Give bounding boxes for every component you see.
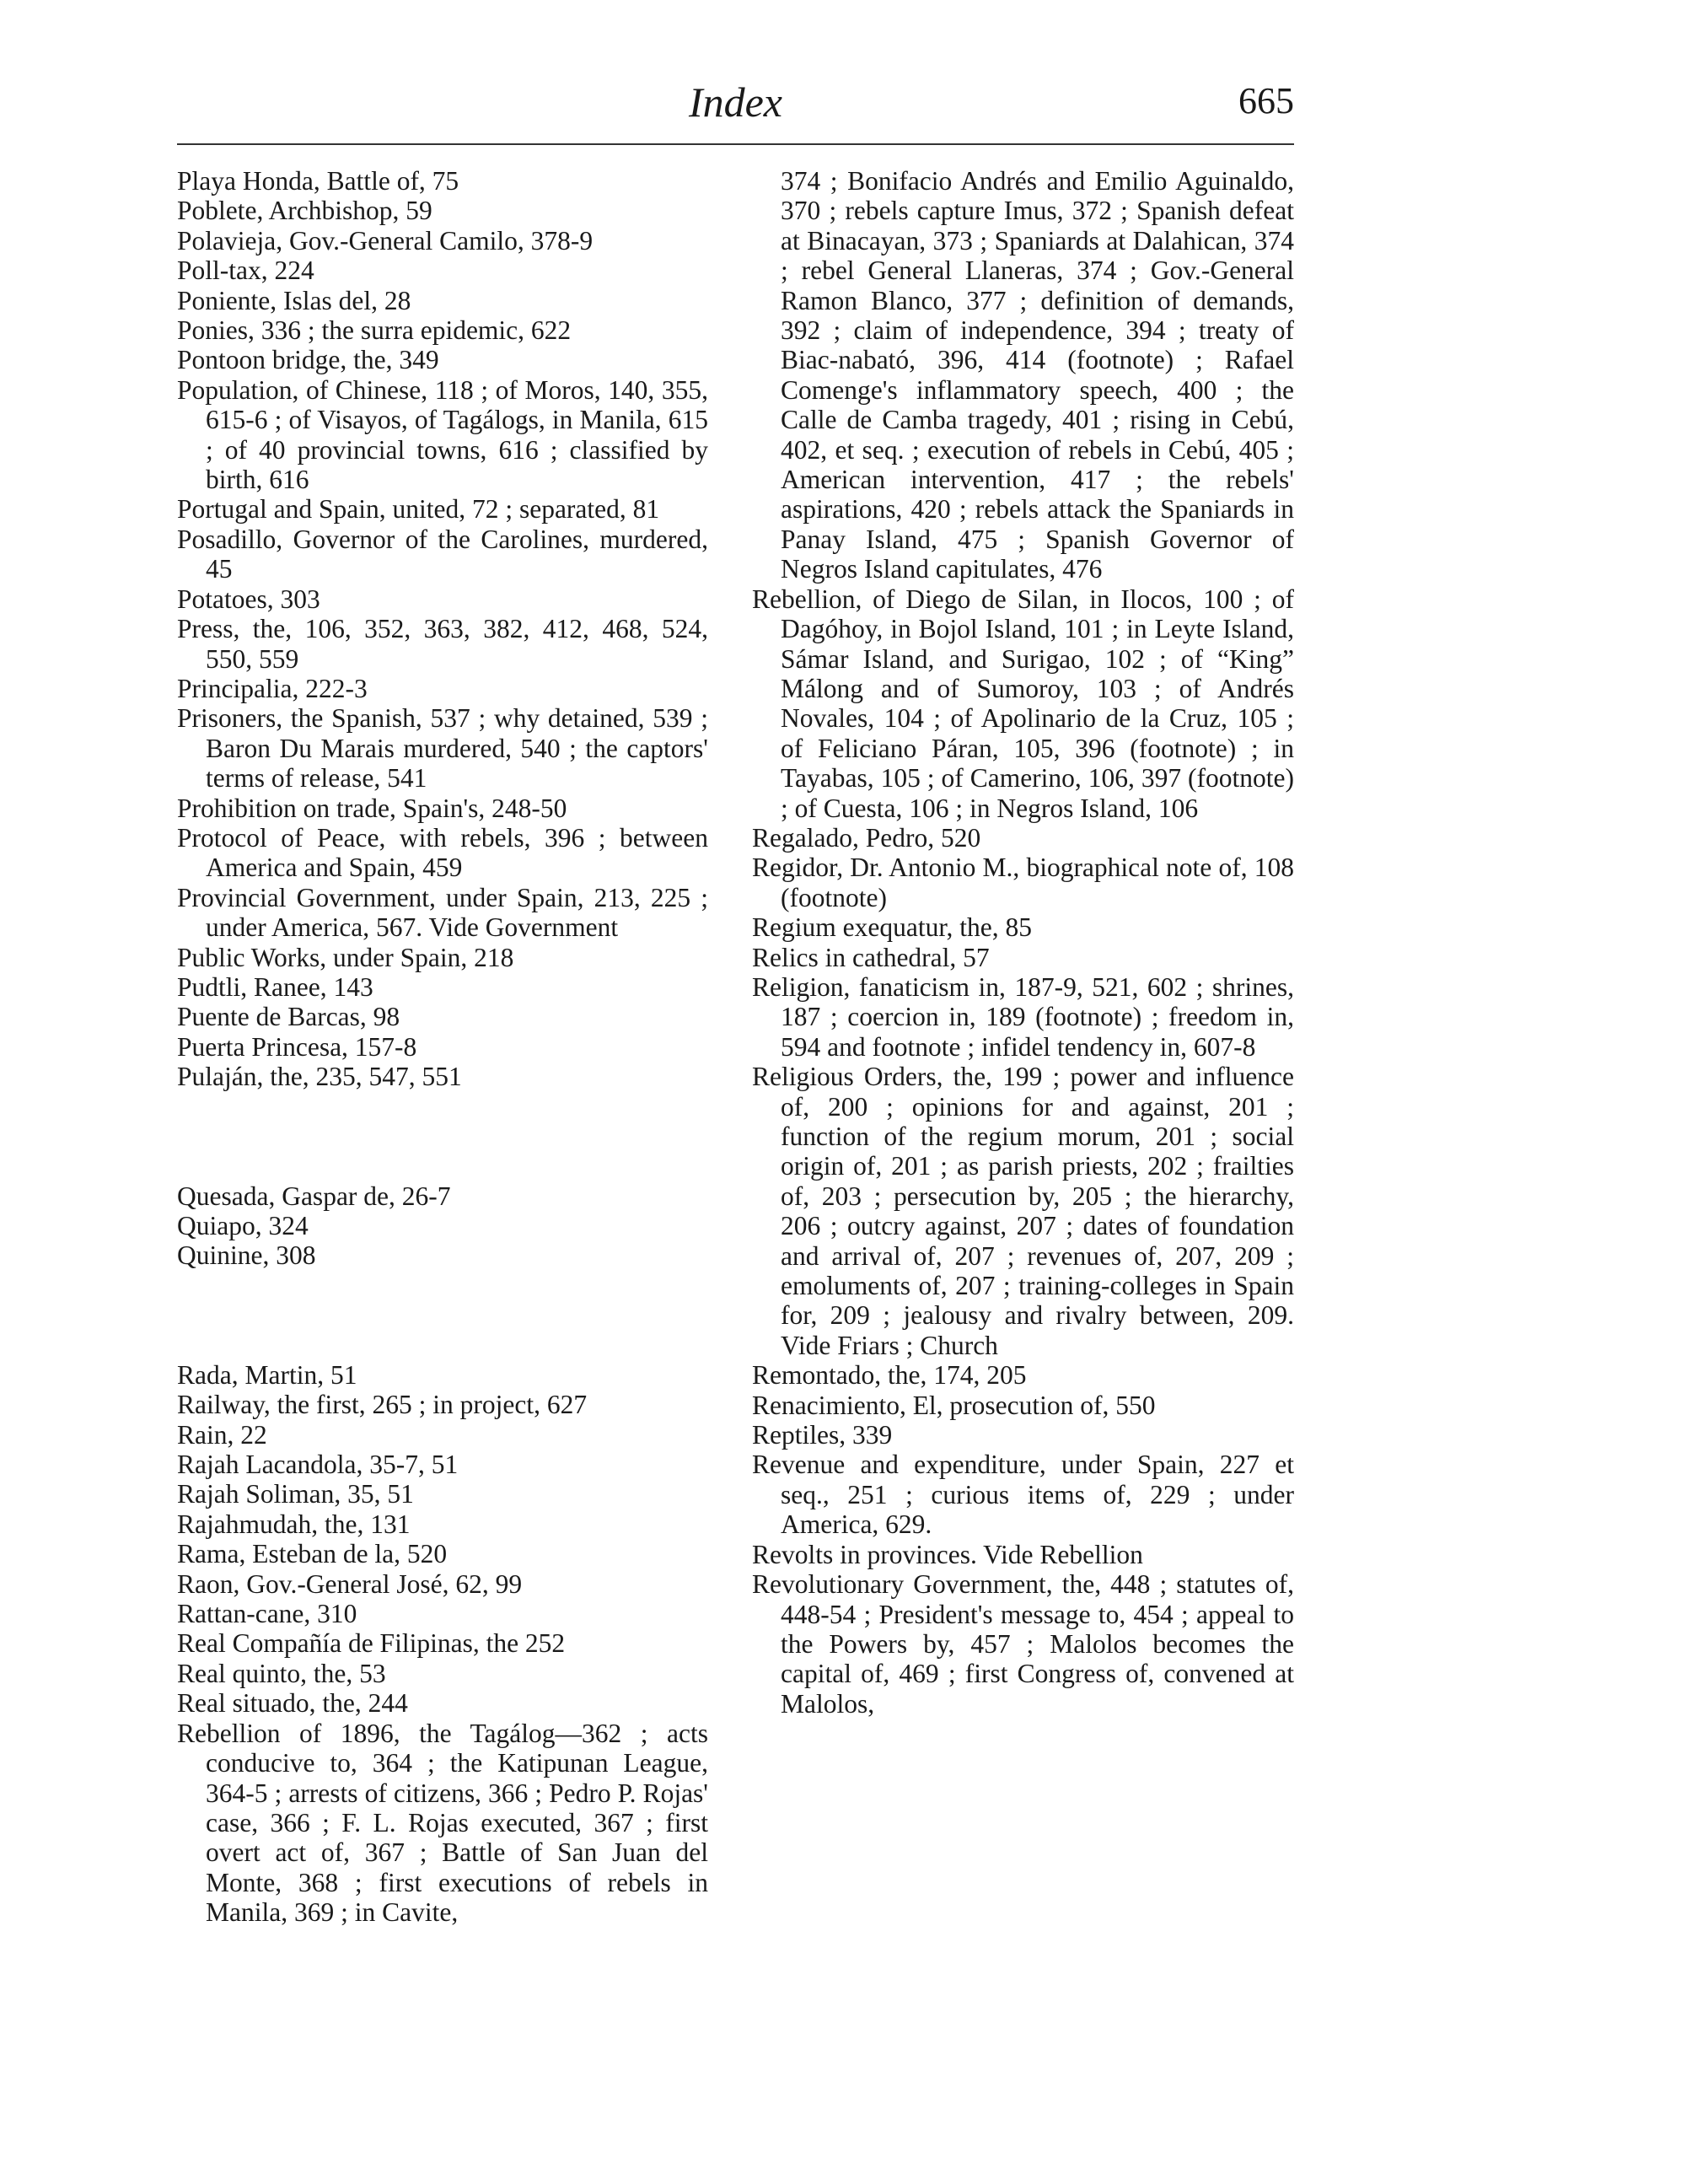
index-entry: Regidor, Dr. Antonio M., biographical note of, 108 (footnote) [752,853,1294,912]
index-entry: Portugal and Spain, united, 72 ; separated, 81 [177,494,660,525]
index-entry: Quinine, 308 [177,1240,316,1271]
index-entry: Potatoes, 303 [177,584,320,614]
index-entry: Rajahmudah, the, 131 [177,1509,411,1539]
index-entry: Rain, 22 [177,1419,267,1450]
index-entry: Puerta Princesa, 157-8 [177,1031,417,1062]
index-entry: Rajah Soliman, 35, 51 [177,1479,414,1509]
index-column-left [177,166,708,1928]
running-header [177,78,1294,137]
index-entry: Population, of Chinese, 118 ; of Moros, 140, 355, 615-6 ; of Visayos, of Tagálogs, in Manila, 615 ; of 40 provincial towns, 616 ; classified by birth, 616 [177,374,708,495]
index-entry: Revolutionary Government, the, 448 ; statutes of, 448-54 ; President's message to, 454 ; appeal to the Powers by, 457 ; Malolos becomes the capital of, 469 ; first Congress of, convened at Malolos, [752,1569,1294,1719]
index-entry: Regium exequatur, the, 85 [752,912,1033,943]
index-entry: Pudtli, Ranee, 143 [177,971,373,1002]
index-column-right [752,166,1294,1719]
header-rule [177,143,1294,145]
index-entry: Regalado, Pedro, 520 [752,822,981,853]
index-entry: Rajah Lacandola, 35-7, 51 [177,1450,459,1480]
index-entry-continuation: 374 ; Bonifacio Andrés and Emilio Aguinaldo, 370 ; rebels capture Imus, 372 ; Spanish defeat at Binacayan, 373 ; Spaniards at Dalahican, 374 ; rebel General Llaneras, 374 ; Gov.-General Ramon Blanco, 377 ; definition of demands, 392 ; claim of independence, 394 ; treaty of Biac-nabató, 396, 414 (footnote) ; Rafael Comenge's inflammatory speech, 400 ; the Calle de Camba tragedy, 401 ; rising in Cebú, 402, et seq. ; execution of rebels in Cebú, 405 ; American intervention, 417 ; the rebels' aspirations, 420 ; rebels attack the Spaniards in Panay Island, 475 ; Spanish Governor of Negros Island capitulates, 476 [781,166,1294,584]
index-entry: Rattan-cane, 310 [177,1599,357,1629]
index-entry: Rada, Martin, 51 [177,1359,357,1390]
index-entry: Real situado, the, 244 [177,1688,408,1719]
index-entry: Prohibition on trade, Spain's, 248-50 [177,793,567,823]
letter-gap [177,1271,708,1360]
index-entry: Religion, fanaticism in, 187-9, 521, 602 ; shrines, 187 ; coercion in, 189 (footnote) ; freedom in, 594 and footnote ; infidel tendency in, 607-8 [752,971,1294,1062]
index-entry: Poll-tax, 224 [177,256,314,286]
index-entry: Protocol of Peace, with rebels, 396 ; between America and Spain, 459 [177,822,708,883]
index-entry: Poblete, Archbishop, 59 [177,196,432,226]
index-entry: Religious Orders, the, 199 ; power and influence of, 200 ; opinions for and against, 201 ; function of the regium morum, 201 ; social origin of, 201 ; as parish priests, 202 ; frailties of, 203 ; persecution by, 205 ; the hierarchy, 206 ; outcry against, 207 ; dates of foundation and arrival of, 207 ; revenues of, 207, 209 ; emoluments of, 207 ; training-colleges in Spain for, 209 ; jealousy and rivalry between, 209. Vide Friars ; Church [752,1062,1294,1360]
index-entry: Ponies, 336 ; the surra epidemic, 622 [177,315,572,346]
index-entry: Quesada, Gaspar de, 26-7 [177,1181,451,1211]
index-entry: Public Works, under Spain, 218 [177,942,514,972]
index-entry: Revolts in provinces. Vide Rebellion [752,1539,1143,1569]
index-entry: Reptiles, 339 [752,1420,893,1450]
letter-gap [177,1092,708,1181]
page-number: 665 [1238,80,1294,121]
index-entry: Provincial Government, under Spain, 213, 225 ; under America, 567. Vide Government [177,882,708,943]
index-entry: Puente de Barcas, 98 [177,1002,400,1032]
index-entry: Raon, Gov.-General José, 62, 99 [177,1568,523,1599]
index-entry: Renacimiento, El, prosecution of, 550 [752,1390,1156,1420]
index-entry: Principalia, 222-3 [177,673,368,703]
index-entry: Relics in cathedral, 57 [752,942,990,972]
index-entry: Poniente, Islas del, 28 [177,285,411,315]
index-entry: Quiapo, 324 [177,1211,309,1240]
index-entry: Polavieja, Gov.-General Camilo, 378-9 [177,225,594,256]
index-entry: Rama, Esteban de la, 520 [177,1539,448,1569]
index-entry: Posadillo, Governor of the Carolines, murdered, 45 [177,524,708,584]
index-entry: Real Compañía de Filipinas, the 252 [177,1628,566,1659]
index-entry: Rebellion of 1896, the Tagálog—362 ; acts conducive to, 364 ; the Katipunan League, 364-5 ; arrests of citizens, 366 ; Pedro P. Rojas' case, 366 ; F. L. Rojas executed, 367 ; first overt act of, 367 ; Battle of San Juan del Monte, 368 ; first executions of rebels in Manila, 369 ; in Cavite, [177,1718,708,1928]
header-title: Index [688,78,783,126]
index-entry: Railway, the first, 265 ; in project, 627 [177,1390,588,1420]
index-entry: Pontoon bridge, the, 349 [177,345,439,375]
index-entry: Playa Honda, Battle of, 75 [177,166,459,196]
index-entry: Rebellion, of Diego de Silan, in Ilocos, 100 ; of Dagóhoy, in Bojol Island, 101 ; in Leyte Island, Sámar Island, and Surigao, 102 ; of “King” Málong and of Sumoroy, 103 ; of Andrés Novales, 104 ; of Apolinario de la Cruz, 105 ; of Feliciano Páran, 105, 396 (footnote) ; in Tayabas, 105 ; of Camerino, 106, 397 (footnote) ; of Cuesta, 106 ; in Negros Island, 106 [752,584,1294,823]
index-entry: Pulaján, the, 235, 547, 551 [177,1062,462,1092]
index-entry: Prisoners, the Spanish, 537 ; why detained, 539 ; Baron Du Marais murdered, 540 ; the captors' terms of release, 541 [177,703,708,794]
index-entry: Remontado, the, 174, 205 [752,1360,1027,1391]
index-entry: Revenue and expenditure, under Spain, 227 et seq., 251 ; curious items of, 229 ; under America, 629. [752,1450,1294,1540]
index-entry: Press, the, 106, 352, 363, 382, 412, 468, 524, 550, 559 [177,614,708,674]
index-entry: Real quinto, the, 53 [177,1658,386,1688]
